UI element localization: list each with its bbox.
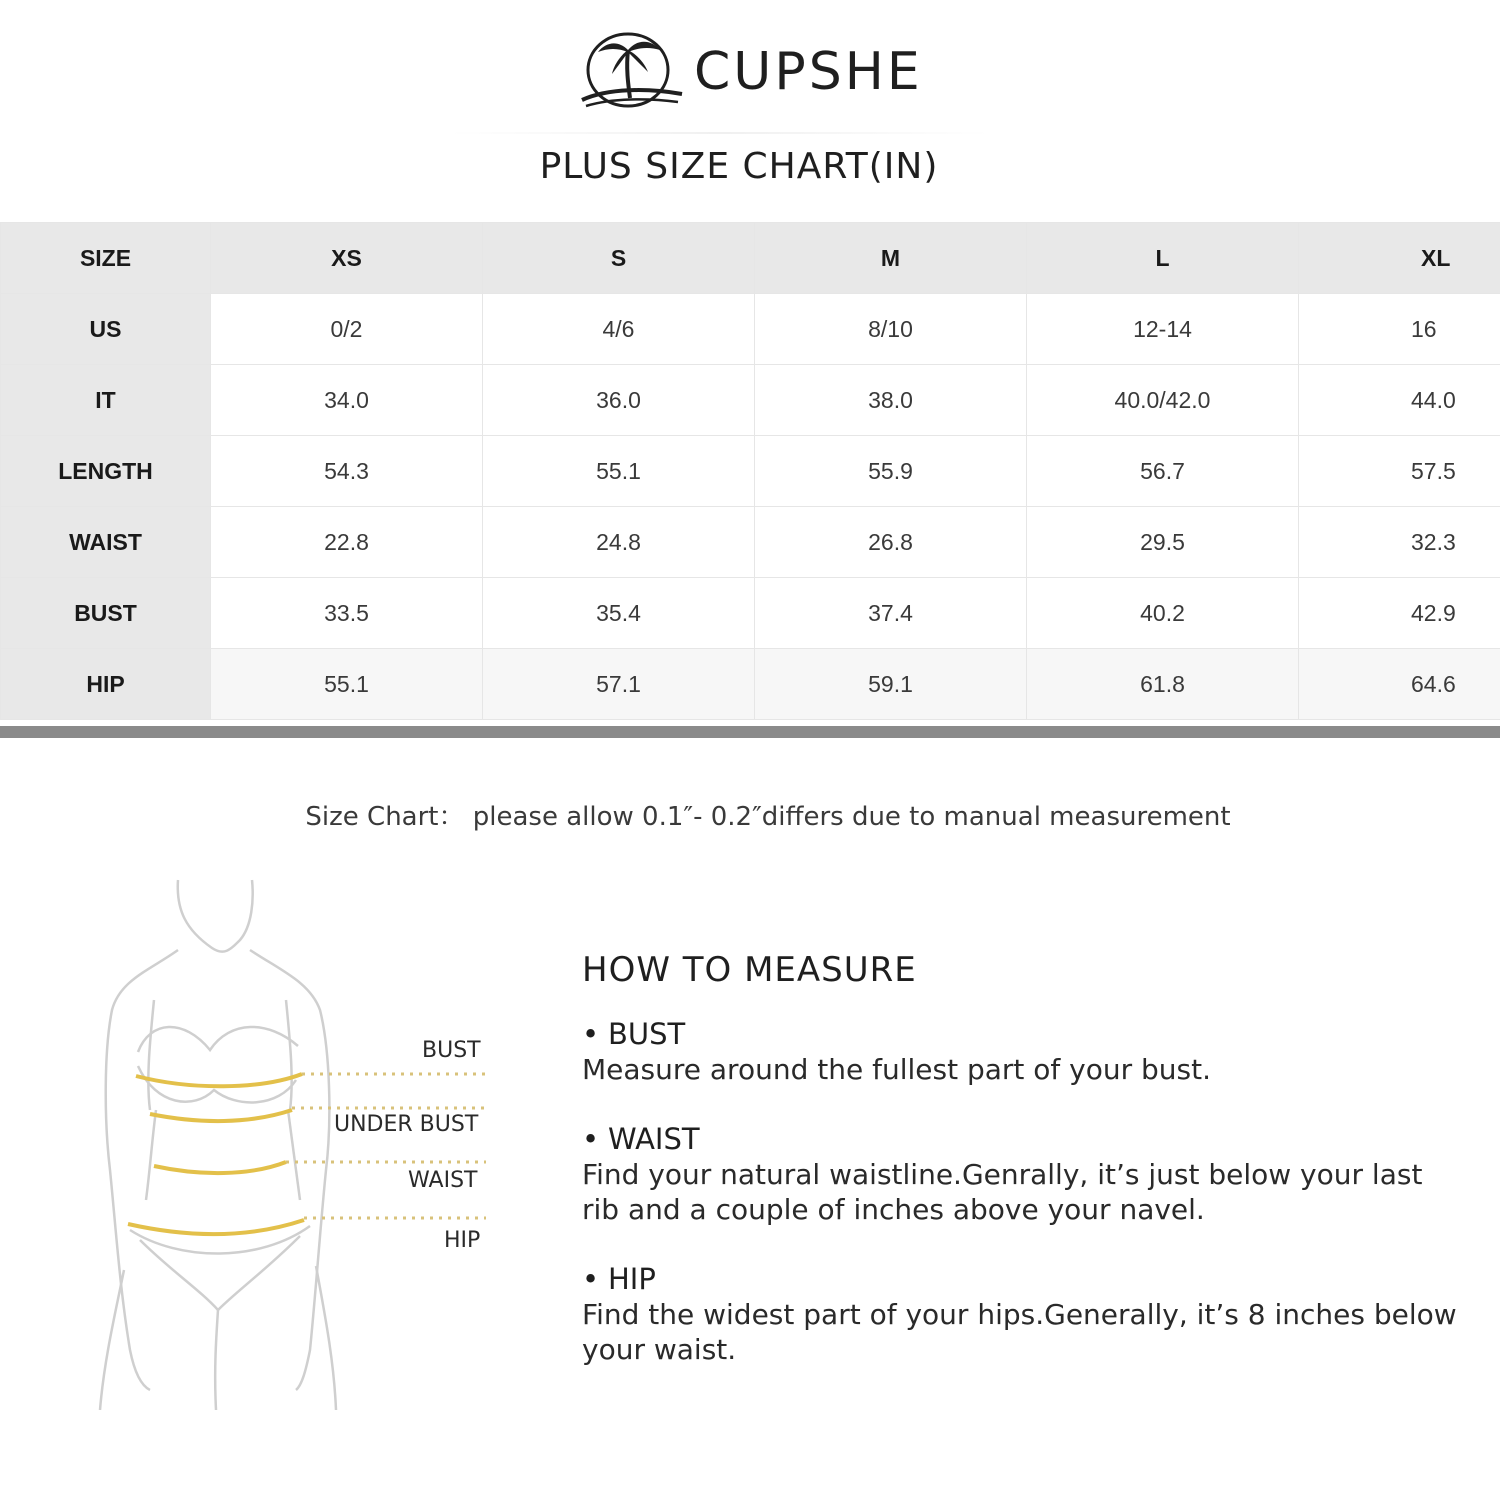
column-header: SIZE <box>1 223 211 294</box>
measure-text: Find your natural waistline.Genrally, it’s just below your last rib and a couple of inches above your navel. <box>582 1158 1423 1226</box>
table-cell: 55.1 <box>211 649 483 720</box>
column-header: S <box>483 223 755 294</box>
body-outline-illustration <box>90 870 510 1410</box>
bullet-icon: • <box>582 1017 600 1051</box>
measure-heading: HIP <box>608 1262 656 1296</box>
body-measurement-figure <box>90 870 510 1410</box>
waist-band <box>154 1162 286 1173</box>
table-cell: 37.4 <box>755 578 1027 649</box>
table-row <box>1 649 1500 720</box>
table-row <box>1 294 1500 365</box>
how-to-measure-section <box>582 950 1462 1401</box>
bullet-icon: • <box>582 1122 600 1156</box>
table-cell: 56.7 <box>1027 436 1299 507</box>
table-cell: 32.3 <box>1299 507 1500 578</box>
table-cell: 4/6 <box>483 294 755 365</box>
measure-item-bust <box>582 1016 1462 1087</box>
chart-title: PLUS SIZE CHART(IN) <box>539 146 939 187</box>
table-cell: 12-14 <box>1027 294 1299 365</box>
divider <box>450 132 990 134</box>
table-cell: 42.9 <box>1299 578 1500 649</box>
measure-text: Measure around the fullest part of your bust. <box>582 1053 1212 1086</box>
table-cell: 29.5 <box>1027 507 1299 578</box>
figure-label-under-bust: UNDER BUST <box>334 1112 479 1137</box>
hip-band <box>128 1220 304 1234</box>
measure-text: Find the widest part of your hips.Generally, it’s 8 inches below your waist. <box>582 1298 1457 1366</box>
under-bust-band <box>150 1110 292 1121</box>
brand-logo <box>578 28 923 112</box>
table-cell: 26.8 <box>755 507 1027 578</box>
column-header: XL <box>1299 223 1500 294</box>
table-cell: 57.1 <box>483 649 755 720</box>
table-cell: 16 <box>1299 294 1500 365</box>
row-header: HIP <box>1 649 211 720</box>
row-header: IT <box>1 365 211 436</box>
table-cell: 64.6 <box>1299 649 1500 720</box>
column-header: XS <box>211 223 483 294</box>
column-header: M <box>755 223 1027 294</box>
table-cell: 55.1 <box>483 436 755 507</box>
bullet-icon: • <box>582 1262 600 1296</box>
table-cell: 8/10 <box>755 294 1027 365</box>
bust-band <box>136 1074 302 1086</box>
figure-label-hip: HIP <box>444 1228 481 1253</box>
table-cell: 57.5 <box>1299 436 1500 507</box>
table-cell: 55.9 <box>755 436 1027 507</box>
row-header: US <box>1 294 211 365</box>
table-cell: 24.8 <box>483 507 755 578</box>
measure-item-waist <box>582 1121 1462 1227</box>
row-header: BUST <box>1 578 211 649</box>
table-cell: 22.8 <box>211 507 483 578</box>
measure-item-hip <box>582 1261 1462 1367</box>
measure-heading: WAIST <box>608 1122 700 1156</box>
table-cell: 40.0/42.0 <box>1027 365 1299 436</box>
table-cell: 38.0 <box>755 365 1027 436</box>
size-table <box>0 222 1500 720</box>
measure-heading: BUST <box>608 1017 686 1051</box>
column-header: L <box>1027 223 1299 294</box>
brand-name: CUPSHE <box>694 42 923 102</box>
table-header-row <box>1 223 1500 294</box>
row-header: WAIST <box>1 507 211 578</box>
table-cell: 36.0 <box>483 365 755 436</box>
table-bottom-bar <box>0 726 1500 738</box>
figure-label-bust: BUST <box>422 1038 481 1063</box>
section-title: HOW TO MEASURE <box>582 950 917 990</box>
table-cell: 33.5 <box>211 578 483 649</box>
palm-tree-island-icon <box>578 28 688 112</box>
table-cell: 59.1 <box>755 649 1027 720</box>
table-row <box>1 436 1500 507</box>
table-cell: 61.8 <box>1027 649 1299 720</box>
table-row <box>1 507 1500 578</box>
table-cell: 35.4 <box>483 578 755 649</box>
figure-label-waist: WAIST <box>408 1168 478 1193</box>
table-cell: 44.0 <box>1299 365 1500 436</box>
table-cell: 34.0 <box>211 365 483 436</box>
table-row <box>1 365 1500 436</box>
table-cell: 54.3 <box>211 436 483 507</box>
table-cell: 0/2 <box>211 294 483 365</box>
measurement-note: Size Chart： please allow 0.1″- 0.2″differs due to manual measurement <box>305 802 1231 832</box>
table-row <box>1 578 1500 649</box>
row-header: LENGTH <box>1 436 211 507</box>
table-cell: 40.2 <box>1027 578 1299 649</box>
